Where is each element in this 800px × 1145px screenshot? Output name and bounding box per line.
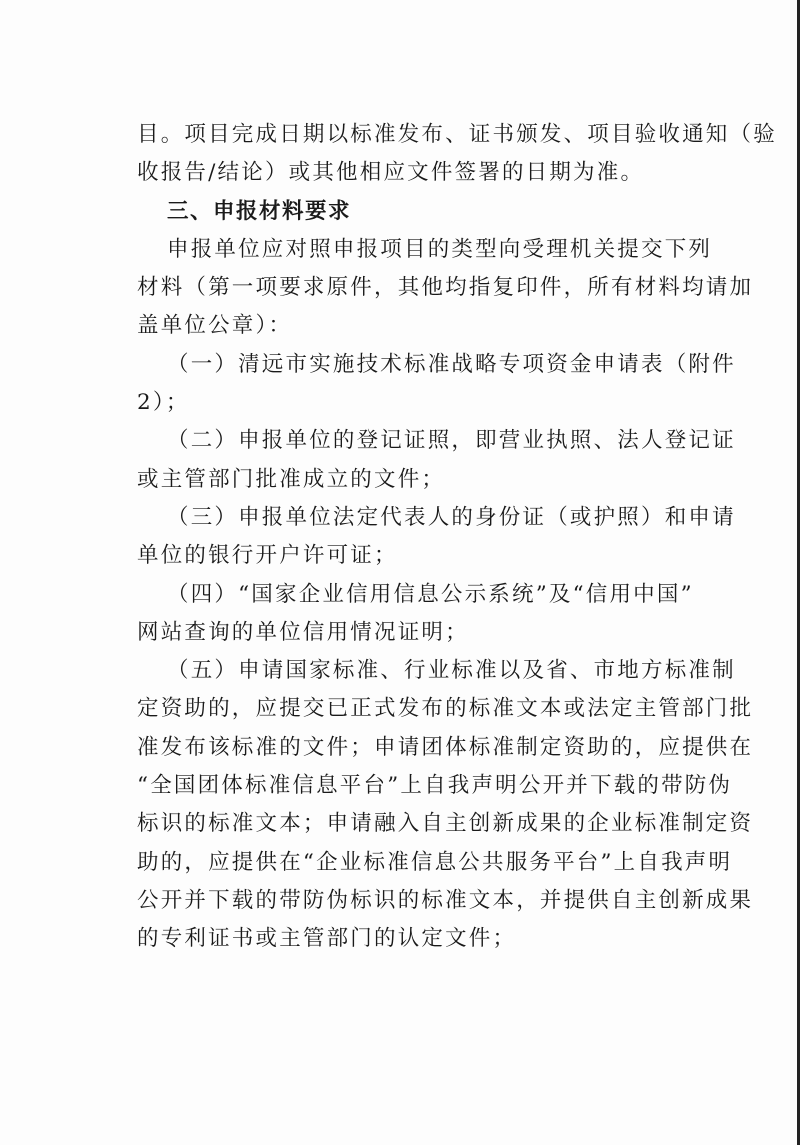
text-line: 的专利证书或主管部门的认定文件； <box>137 926 517 952</box>
list-item-2: （二）申报单位的登记证照，即营业执照、法人登记证 <box>167 428 736 454</box>
text-line: 或主管部门批准成立的文件； <box>137 466 446 492</box>
list-item-5: （五）申请国家标准、行业标准以及省、市地方标准制 <box>167 658 736 684</box>
text-line: 定资助的，应提交已正式发布的标准文本或法定主管部门批 <box>137 696 754 722</box>
text-line: 盖单位公章）： <box>137 313 293 339</box>
list-item-4: （四）“国家企业信用信息公示系统”及“信用中国” <box>167 581 694 607</box>
section-heading: 三、申报材料要求 <box>167 198 352 224</box>
text-line: 单位的银行开户许可证； <box>137 543 398 569</box>
text-line: 目。项目完成日期以标准发布、证书颁发、项目验收通知（验 <box>137 122 777 147</box>
text-line: 材料（第一项要求原件，其他均指复印件，所有材料均请加 <box>137 275 754 301</box>
list-item-1: （一）清远市实施技术标准战略专项资金申请表（附件 <box>167 351 736 377</box>
text-line: “全国团体标准信息平台”上自我声明公开并下载的带防伪 <box>137 773 733 799</box>
text-line: 标识的标准文本；申请融入自主创新成果的企业标准制定资 <box>137 811 754 837</box>
text-line: 公开并下载的带防伪标识的标准文本，并提供自主创新成果 <box>137 887 754 913</box>
text-line: 收报告/结论）或其他相应文件签署的日期为准。 <box>137 160 645 186</box>
text-line: 网站查询的单位信用情况证明； <box>137 619 469 645</box>
document-body <box>137 116 777 959</box>
text-line: 准发布该标准的文件；申请团体标准制定资助的，应提供在 <box>137 734 754 760</box>
text-line: 助的，应提供在“企业标准信息公共服务平台”上自我声明 <box>137 849 733 875</box>
text-line: 申报单位应对照申报项目的类型向受理机关提交下列 <box>167 236 713 262</box>
text-line: 2）； <box>137 390 190 416</box>
list-item-3: （三）申报单位法定代表人的身份证（或护照）和申请 <box>167 504 736 530</box>
